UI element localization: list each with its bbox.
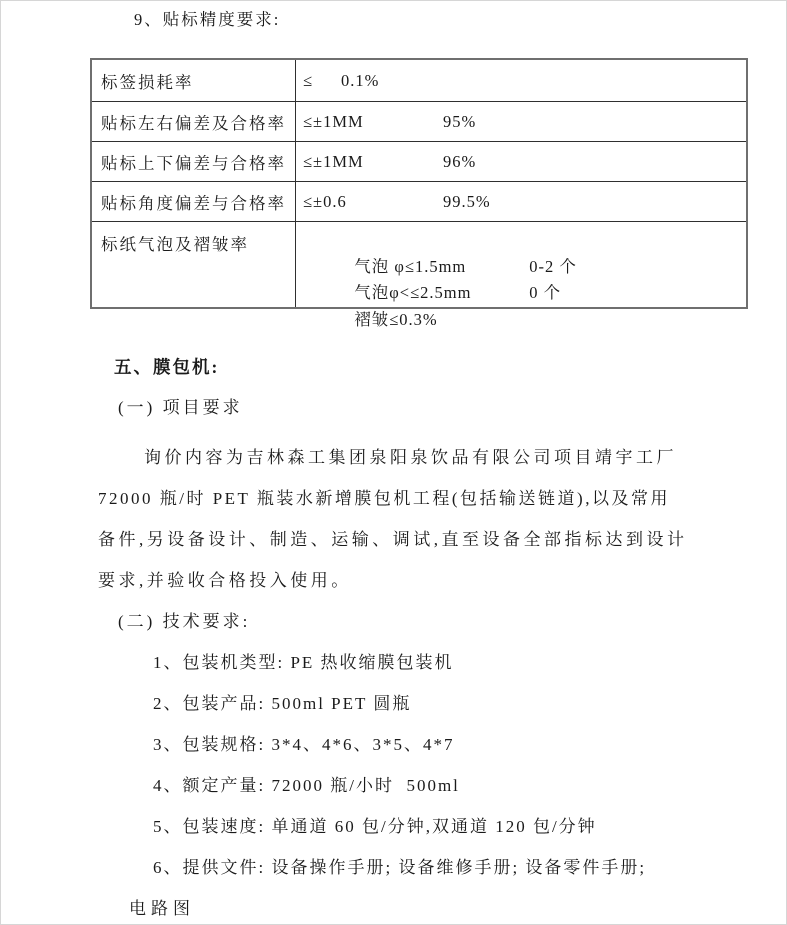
paragraph-line: 备件,另设备设计、制造、运输、调试,直至设备全部指标达到设计 xyxy=(98,530,688,549)
bubble-spec-line xyxy=(303,254,746,302)
bubble-qty: 0 个 xyxy=(529,283,562,302)
section-heading-9: 9、贴标精度要求: xyxy=(134,10,281,29)
tech-requirement-item: 6、提供文件: 设备操作手册; 设备维修手册; 设备零件手册; xyxy=(153,858,647,877)
tail-line-circuit-diagram: 电路图 xyxy=(129,899,195,918)
row-value xyxy=(296,142,746,181)
paragraph-line: 72000 瓶/时 PET 瓶装水新增膜包机工程(包括输送链道),以及常用 xyxy=(98,489,670,508)
row-rate: 96% xyxy=(443,151,477,171)
row-value xyxy=(296,102,746,141)
row-label: 贴标角度偏差与合格率 xyxy=(92,182,296,221)
tech-requirement-item: 4、额定产量: 72000 瓶/小时 500ml xyxy=(153,776,460,795)
bubble-spec-line xyxy=(303,227,746,276)
paragraph-line: 要求,并验收合格投入使用。 xyxy=(98,571,352,590)
labeling-precision-table xyxy=(90,58,748,329)
row-label: 贴标左右偏差及合格率 xyxy=(92,102,296,141)
bubble-spec-line xyxy=(303,280,746,329)
row-spec: ≤±1MM xyxy=(303,111,364,131)
bubble-qty: 0-2 个 xyxy=(529,256,577,276)
row-label: 贴标上下偏差与合格率 xyxy=(92,142,296,181)
row-spec: ≤±0.6 xyxy=(303,191,347,211)
paragraph-line: 询价内容为吉林森工集团泉阳泉饮品有限公司项目靖宇工厂 xyxy=(144,448,677,467)
row-label: 标纸气泡及褶皱率 xyxy=(92,222,296,307)
table-row xyxy=(92,141,746,181)
table-row xyxy=(92,181,746,221)
row-label: 标签损耗率 xyxy=(92,60,296,101)
tech-requirement-item: 1、包装机类型: PE 热收缩膜包装机 xyxy=(153,653,454,672)
row-value xyxy=(296,222,746,329)
row-rate: 95% xyxy=(443,111,477,131)
tech-requirement-item: 3、包装规格: 3*4、4*6、3*5、4*7 xyxy=(153,735,455,754)
table-row xyxy=(92,60,746,101)
section-five-body xyxy=(1,437,786,925)
subsection-one-heading: (一) 项目要求 xyxy=(118,398,243,417)
row-value xyxy=(296,182,746,221)
subsection-two-heading: (二) 技术要求: xyxy=(118,612,251,631)
tech-requirement-item: 2、包装产品: 500ml PET 圆瓶 xyxy=(153,694,412,713)
bubble-spec: 气泡φ<≤2.5mm xyxy=(354,283,472,302)
bubble-spec: 褶皱≤0.3% xyxy=(354,309,438,329)
row-rate: 99.5% xyxy=(443,191,491,211)
tech-requirement-item: 5、包装速度: 单通道 60 包/分钟,双通道 120 包/分钟 xyxy=(153,817,597,836)
table-row xyxy=(92,221,746,329)
row-rate: 0.1% xyxy=(341,70,380,90)
row-spec: ≤±1MM xyxy=(303,151,364,171)
bubble-spec: 气泡 φ≤1.5mm xyxy=(354,256,467,276)
section-five-title: 五、膜包机: xyxy=(114,357,220,377)
table-row xyxy=(92,101,746,141)
row-value xyxy=(296,60,746,101)
row-spec: ≤ xyxy=(303,70,314,90)
